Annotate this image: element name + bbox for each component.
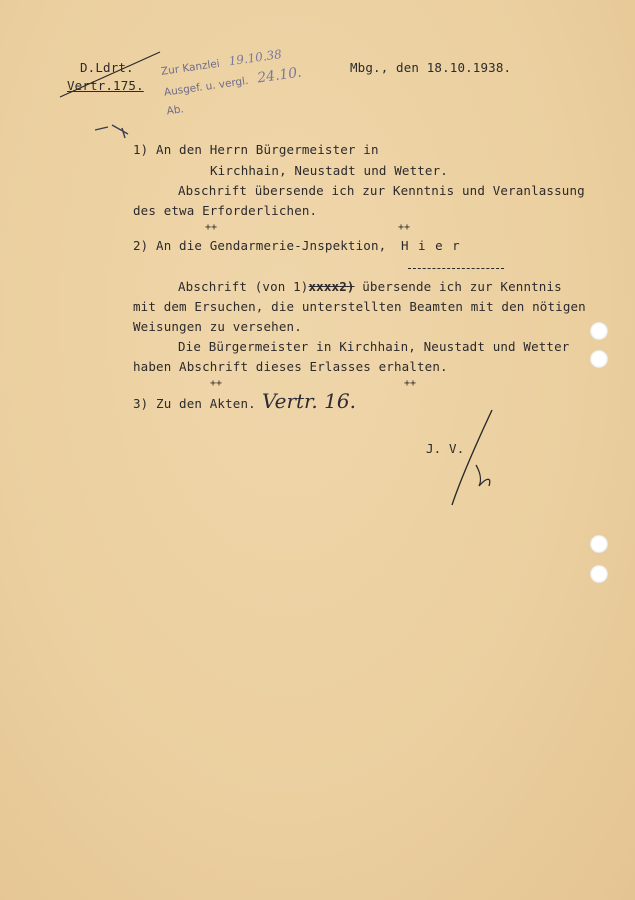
- signature-jv: J. V.: [426, 441, 465, 456]
- plus-mark-1: ++: [205, 222, 218, 233]
- item1-recipients: Kirchhain, Neustadt und Wetter.: [210, 163, 448, 178]
- plus-mark-2: ++: [398, 222, 411, 233]
- plus-mark-4: ++: [404, 378, 417, 389]
- reference-number: Vertr.175.: [67, 78, 144, 93]
- place-date: Mbg., den 18.10.1938.: [350, 60, 512, 75]
- item3-text: 3) Zu den Akten.: [133, 396, 256, 411]
- stamp-line-1: Zur Kanzlei 19.10.38: [160, 47, 283, 78]
- stamp-line-2: Ausgef. u. vergl. 24.10.: [163, 64, 303, 99]
- signature-stroke: [452, 410, 492, 505]
- item2-hier: H i e r: [401, 238, 461, 253]
- punch-hole: [590, 322, 608, 340]
- item2-body-line2: mit dem Ersuchen, die unterstellten Beamten mit den nötigen: [133, 299, 586, 314]
- signature-initial: [476, 465, 490, 486]
- item2-body-line5: haben Abschrift dieses Erlasses erhalten.: [133, 359, 448, 374]
- item1-heading: 1) An den Herrn Bürgermeister in: [133, 142, 379, 157]
- margin-mark: [95, 125, 128, 138]
- punch-hole: [590, 535, 608, 553]
- plus-mark-3: ++: [210, 378, 223, 389]
- item1-body-line2: des etwa Erforderlichen.: [133, 203, 318, 218]
- department-code: D.Ldrt.: [80, 60, 134, 75]
- item2-body-line3: Weisungen zu versehen.: [133, 319, 302, 334]
- struck-text: xxxx2): [308, 279, 355, 294]
- item1-body-line1: Abschrift übersende ich zur Kenntnis und Veranlassung: [178, 183, 585, 198]
- item2-body-line4: Die Bürgermeister in Kirchhain, Neustadt und Wetter: [178, 339, 570, 354]
- punch-hole: [590, 565, 608, 583]
- item2-heading: 2) An die Gendarmerie-Jnspektion,: [133, 238, 387, 253]
- item3-handwritten-note: Vertr. 16.: [262, 389, 356, 413]
- stamp-line-3: Ab.: [165, 103, 185, 118]
- punch-hole: [590, 350, 608, 368]
- slash-mark: [60, 52, 160, 97]
- item2-body-line1: Abschrift (von 1)xxxx2) übersende ich zur Kenntnis: [178, 279, 562, 294]
